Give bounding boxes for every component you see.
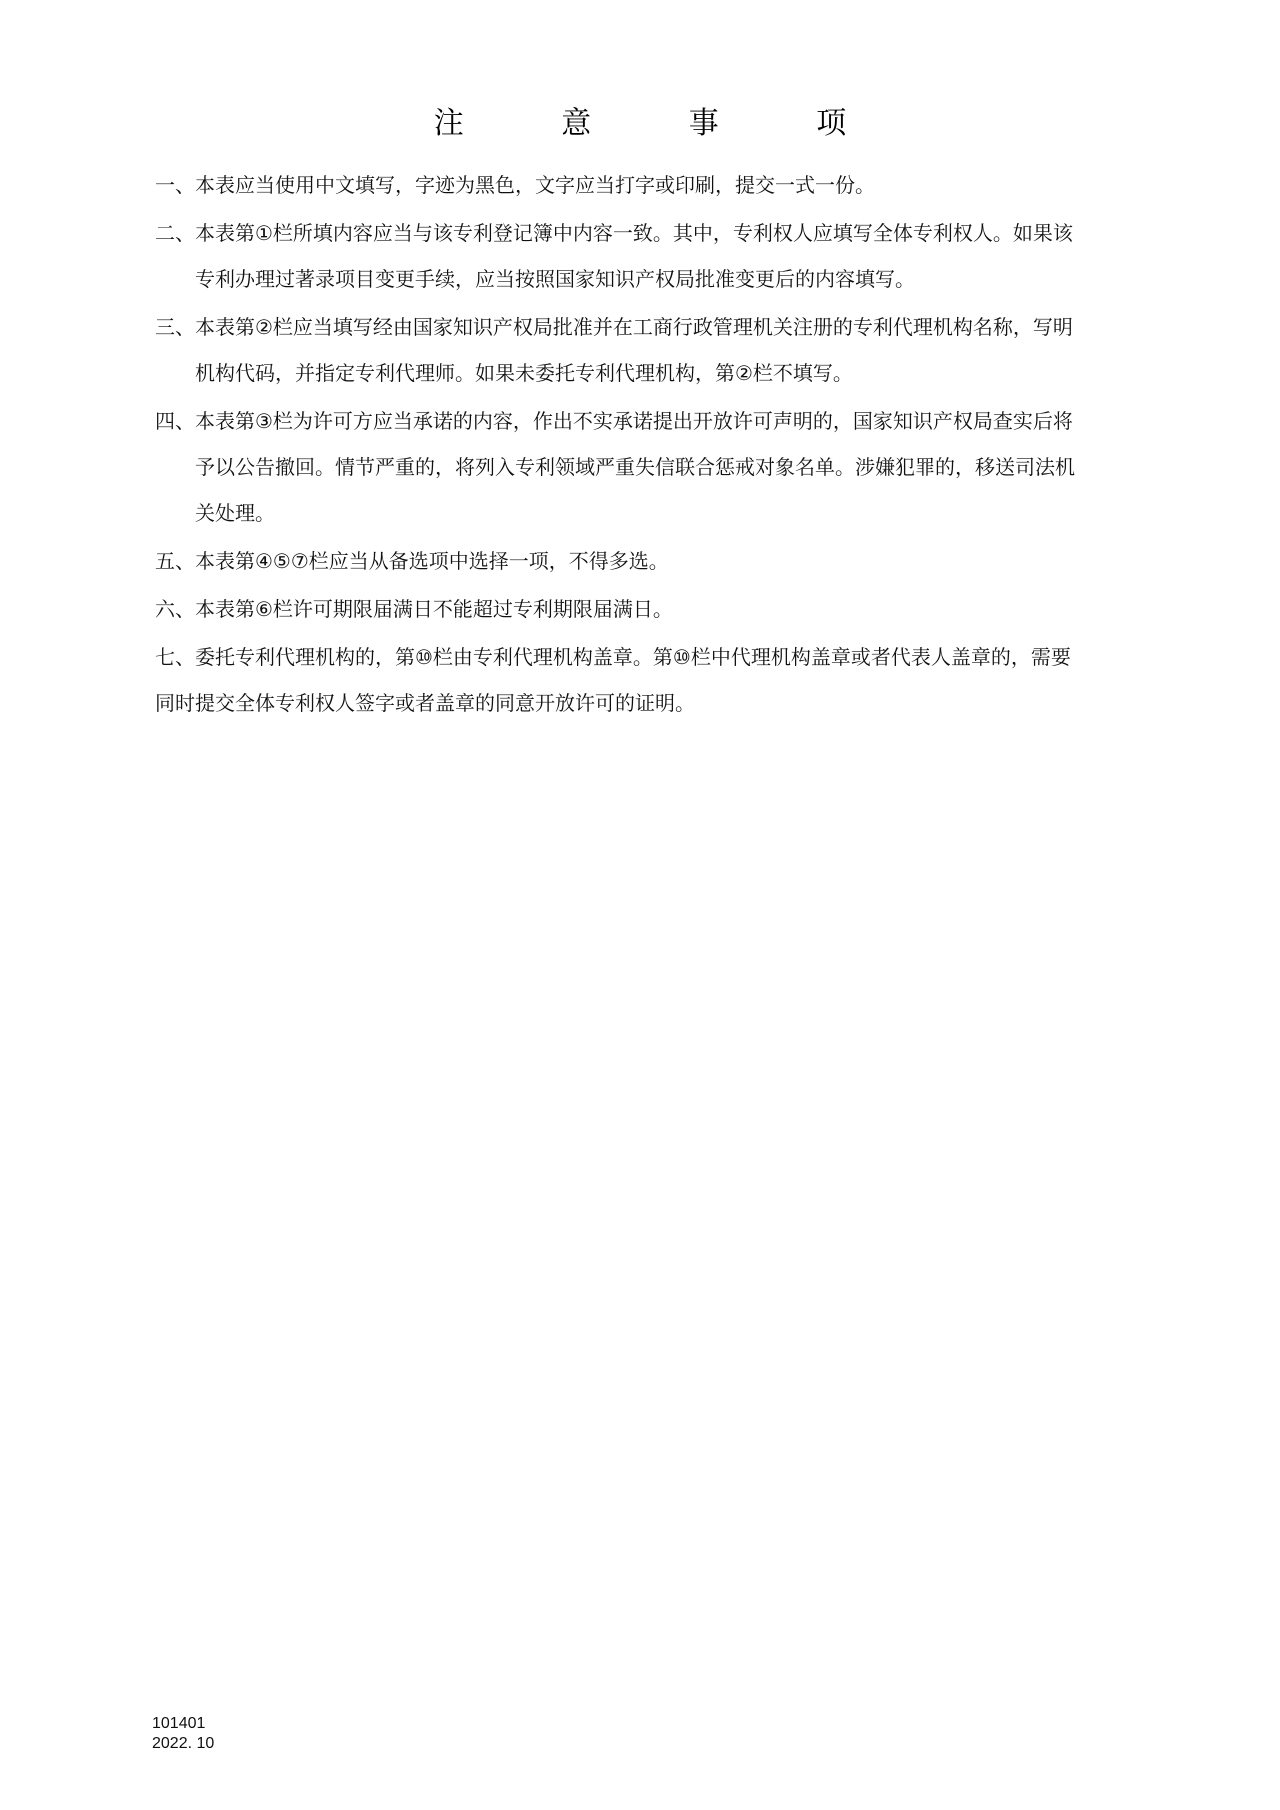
note-text-line xyxy=(155,634,1190,680)
note-text-line: 关处理。 xyxy=(195,501,275,525)
note-item-1 xyxy=(155,162,1190,208)
note-number: 一、 xyxy=(155,173,195,197)
note-text-line: 予以公告撤回。情节严重的，将列入专利领域严重失信联合惩戒对象名单。涉嫌犯罪的，移送司法机 xyxy=(195,455,1075,479)
note-text-line: 同时提交全体专利权人签字或者盖章的同意开放许可的证明。 xyxy=(155,691,695,715)
note-number: 三、 xyxy=(155,315,195,339)
note-text: 委托专利代理机构的，第⑩栏由专利代理机构盖章。第⑩栏中代理机构盖章或者代表人盖章的，需要 xyxy=(195,645,1071,669)
note-item-4 xyxy=(155,398,1190,536)
note-text-line: 专利办理过著录项目变更手续，应当按照国家知识产权局批准变更后的内容填写。 xyxy=(195,267,915,291)
form-code: 101401 xyxy=(152,1715,206,1732)
note-item-6 xyxy=(155,586,1190,632)
form-footer xyxy=(152,1714,214,1754)
note-number: 四、 xyxy=(155,409,195,433)
note-item-7 xyxy=(155,634,1190,726)
note-number: 六、 xyxy=(155,597,195,621)
note-text-line: 本表第④⑤⑦栏应当从备选项中选择一项，不得多选。 xyxy=(195,549,669,573)
note-item-5 xyxy=(155,538,1190,584)
note-text-line: 本表第③栏为许可方应当承诺的内容，作出不实承诺提出开放许可声明的，国家知识产权局查实后将 xyxy=(195,409,1073,433)
note-number: 二、 xyxy=(155,221,195,245)
page-title: 注 意 事 项 xyxy=(433,106,891,141)
note-number: 五、 xyxy=(155,549,195,573)
notes-list xyxy=(155,162,1190,728)
note-text-line: 本表第①栏所填内容应当与该专利登记簿中内容一致。其中，专利权人应填写全体专利权人。如果该 xyxy=(195,221,1073,245)
note-item-3 xyxy=(155,304,1190,396)
note-item-2 xyxy=(155,210,1190,302)
note-number: 七、 xyxy=(155,645,195,669)
note-text-line: 机构代码，并指定专利代理师。如果未委托专利代理机构，第②栏不填写。 xyxy=(195,361,853,385)
note-text-line: 本表应当使用中文填写，字迹为黑色，文字应当打字或印刷，提交一式一份。 xyxy=(195,173,875,197)
form-version: 2022. 10 xyxy=(152,1735,215,1752)
note-text-line: 本表第⑥栏许可期限届满日不能超过专利期限届满日。 xyxy=(195,597,673,621)
note-text-line: 本表第②栏应当填写经由国家知识产权局批准并在工商行政管理机关注册的专利代理机构名称，写明 xyxy=(195,315,1073,339)
